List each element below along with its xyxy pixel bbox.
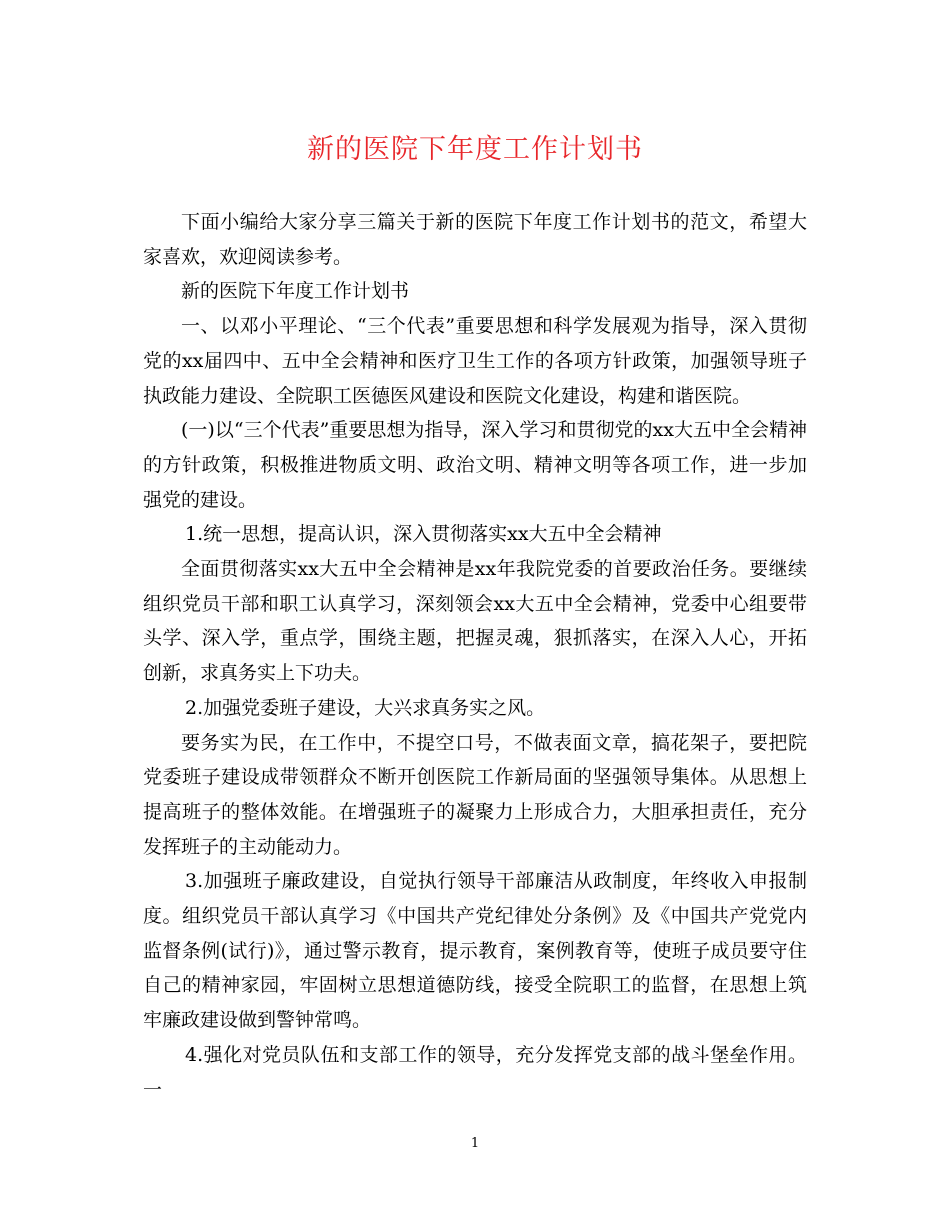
- page-number: 1: [470, 1136, 480, 1151]
- document-body: [143, 205, 807, 1107]
- paragraph-guiding-principle: 一、以邓小平理论、“三个代表”重要思想和科学发展观为指导，深入贯彻党的xx届四中、五中全会精神和医疗卫生工作的各项方针政策，加强领导班子执政能力建设、全院职工医德医风建设和医院文化建设，构建和谐医院。: [143, 315, 807, 407]
- item-2-heading: 2.加强党委班子建设，大兴求真务实之风。: [185, 696, 546, 719]
- item-1-heading: 1.统一思想，提高认识，深入贯彻落实xx大五中全会精神: [185, 523, 662, 546]
- section-heading: 新的医院下年度工作计划书: [181, 280, 410, 303]
- item-3-paragraph: 3.加强班子廉政建设，自觉执行领导干部廉洁从政制度，年终收入申报制度。组织党员干部认真学习《中国共产党纪律处分条例》及《中国共产党党内监督条例(试行)》，通过警示教育，提示教育，案例教育等，使班子成员要守住自己的精神家园，牢固树立思想道德防线，接受全院职工的监督，在思想上筑牢廉政建设做到警钟常鸣。: [143, 870, 807, 1032]
- item-4-paragraph: 4.强化对党员队伍和支部工作的领导，充分发挥党支部的战斗堡垒作用。一: [143, 1043, 807, 1101]
- intro-paragraph: 下面小编给大家分享三篇关于新的医院下年度工作计划书的范文，希望大家喜欢，欢迎阅读参考。: [143, 211, 807, 268]
- item-1-body: 全面贯彻落实xx大五中全会精神是xx年我院党委的首要政治任务。要继续组织党员干部和职工认真学习，深刻领会xx大五中全会精神，党委中心组要带头学、深入学，重点学，围绕主题，把握灵魂，狠抓落实，在深入人心，开拓创新，求真务实上下功夫。: [143, 558, 807, 685]
- document-title: 新的医院下年度工作计划书: [307, 134, 643, 165]
- item-2-body: 要务实为民，在工作中，不提空口号，不做表面文章，搞花架子，要把院党委班子建设成带领群众不断开创医院工作新局面的坚强领导集体。从思想上提高班子的整体效能。在增强班子的凝聚力上形成合力，大胆承担责任，充分发挥班子的主动能动力。: [143, 731, 807, 858]
- paragraph-subsection-one: (一)以“三个代表”重要思想为指导，深入学习和贯彻党的xx大五中全会精神的方针政策，积极推进物质文明、政治文明、精神文明等各项工作，进一步加强党的建设。: [143, 419, 807, 511]
